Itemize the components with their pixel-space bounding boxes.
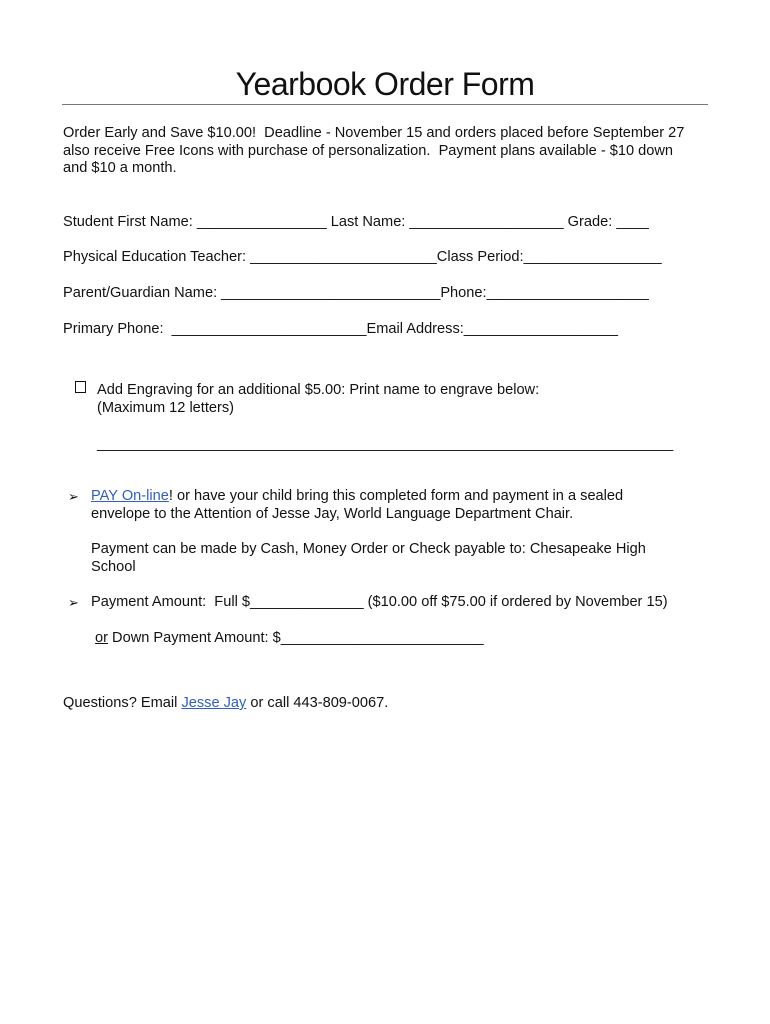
engraving-limit: (Maximum 12 letters) (97, 400, 235, 416)
payment-methods-line-1: Payment can be made by Cash, Money Order or Check payable to: Chesapeake High (91, 541, 646, 557)
payment-methods-line-2: School (91, 559, 136, 575)
primary-phone-field[interactable]: Primary Phone: ________________________Email Address:___________________ (63, 321, 619, 337)
page-title: Yearbook Order Form (235, 66, 535, 102)
questions-line (63, 695, 388, 713)
questions-suffix: or call 443-809-0067. (246, 695, 389, 711)
email-jesse-jay-link[interactable]: Jesse Jay (181, 695, 247, 711)
pay-line-2: envelope to the Attention of Jesse Jay, World Language Department Chair. (91, 506, 574, 522)
student-name-field[interactable]: Student First Name: ________________ Last Name: ___________________ Grade: ____ (63, 214, 649, 230)
arrow-bullet-icon: ➢ (68, 595, 79, 610)
down-payment-field[interactable] (95, 630, 484, 648)
pay-online-link[interactable]: PAY On-line (91, 488, 169, 504)
title-underline (62, 104, 708, 105)
parent-field[interactable]: Parent/Guardian Name: ___________________________Phone:____________________ (63, 285, 649, 301)
questions-prefix: Questions? Email (63, 695, 182, 711)
intro-line-3: and $10 a month. (63, 160, 177, 176)
engraving-label: Add Engraving for an additional $5.00: Print name to engrave below: (97, 382, 540, 398)
intro-line-2: also receive Free Icons with purchase of personalization. Payment plans available - $10 down (63, 142, 674, 159)
intro-line-1: Order Early and Save $10.00! Deadline - November 15 and orders placed before September 27 (63, 125, 685, 141)
teacher-field[interactable]: Physical Education Teacher: _______________________Class Period:_________________ (63, 249, 662, 265)
full-payment-field[interactable]: Payment Amount: Full $______________ ($10.00 off $75.00 if ordered by November 15) (91, 594, 668, 610)
engraving-checkbox[interactable] (75, 381, 86, 393)
down-payment-text: Down Payment Amount: $_________________________ (107, 630, 484, 646)
arrow-bullet-icon: ➢ (68, 489, 79, 504)
pay-line-1 (91, 488, 623, 506)
or-label: or (95, 630, 108, 646)
pay-line-1-text: ! or have your child bring this completed form and payment in a sealed (168, 488, 624, 504)
engraving-blank-line[interactable]: _______________________________________________________________________ (97, 436, 674, 452)
intro-paragraph (63, 125, 713, 178)
